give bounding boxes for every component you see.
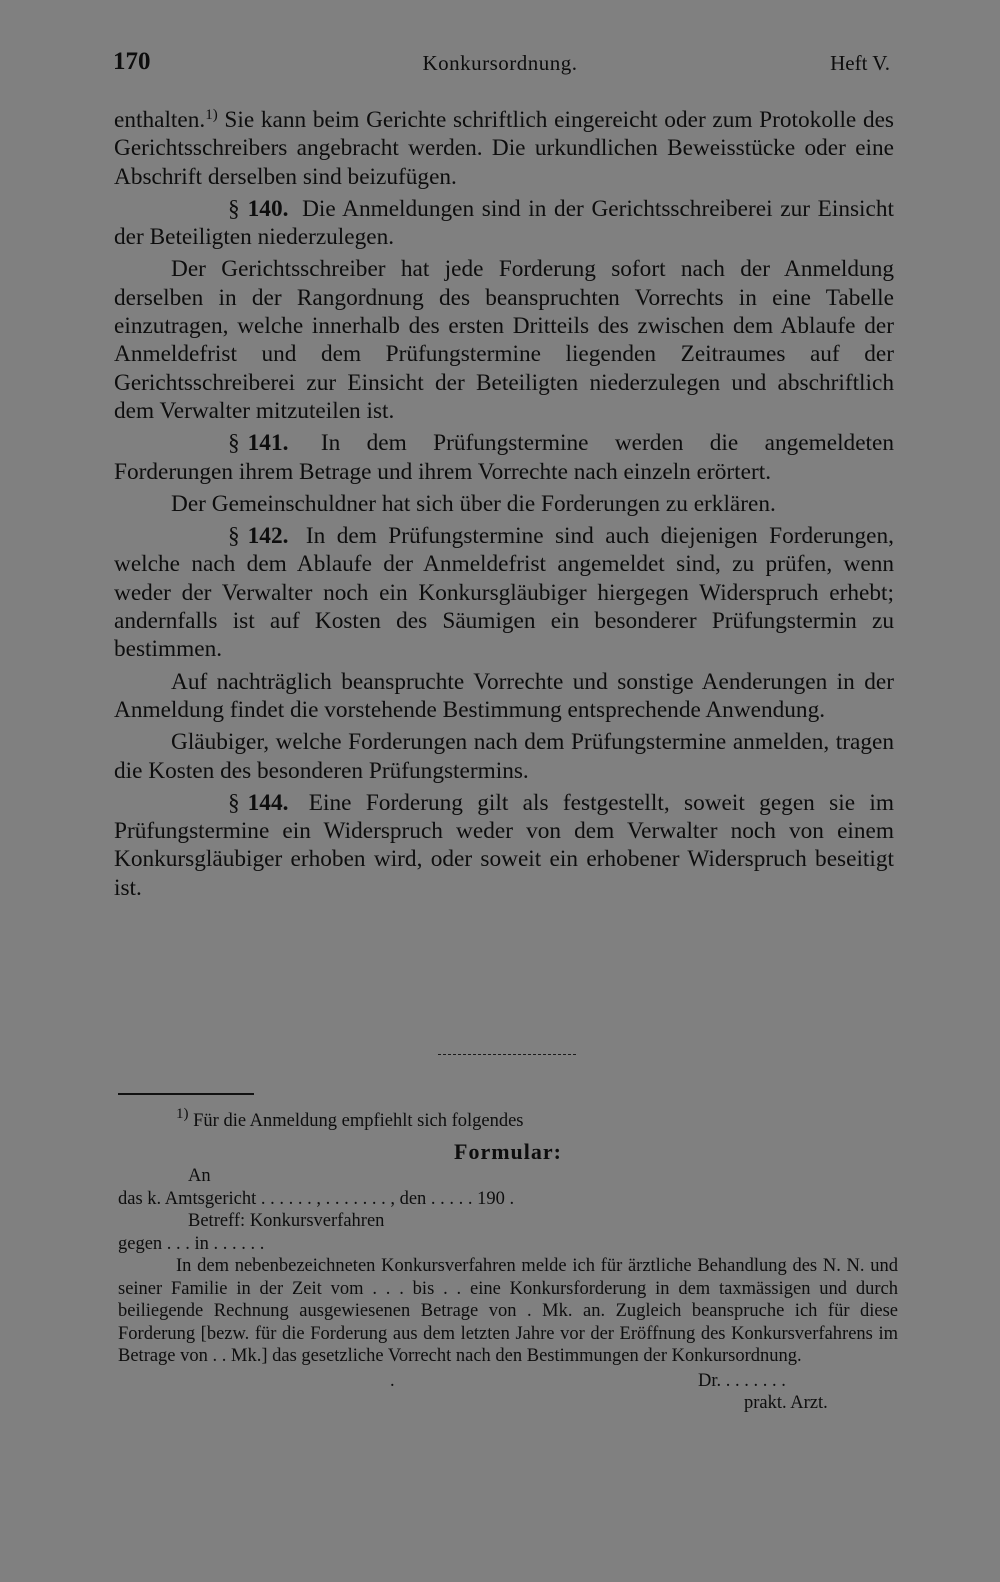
form-against-line: gegen . . . in . . . . . . (118, 1233, 265, 1254)
form-addressee-an: An (188, 1166, 211, 1186)
section-text: Eine Forderung gilt als festgestellt, soweit gegen sie im Prüfungstermine ein Widerspruch weder von dem Verwalter noch von einem Konkursgläubiger erhoben wird, oder soweit ein erhobener Widerspruch beseitigt ist. (114, 789, 894, 901)
section-142-paragraph-2: Auf nachträglich beanspruchte Vorrechte und sonstige Aenderungen in der Anmeldung findet die vorstehende Bestimmung entsprechende Anwendung. (114, 668, 894, 723)
paragraph-intro (114, 106, 894, 191)
page-number: 170 (113, 48, 151, 75)
form-court-line: das k. Amtsgericht . . . . . . , . . . . . . . , den . . . . . 190 . (118, 1188, 515, 1209)
section-144 (114, 789, 894, 902)
form-body-text: In dem nebenbezeichneten Konkursverfahren melde ich für ärztliche Behandlung des N. N. und seiner Familie in der Zeit vom . . . bis . . eine Konkursforderung in dem taxmässigen und durch beiliegende Rechnung ausgewiesenen Betrage von . Mk. an. Zugleich beanspruche ich für diese Forderung [bezw. für die Forderung aus dem letzten Jahre vor der Eröffnung des Konkursverfahrens im Betrage von . . Mk.] das gesetzliche Vorrecht nach den Bestimmungen der Konkursordnung. (118, 1256, 898, 1366)
section-text: In dem Prüfungstermine sind auch diejenigen Forderungen, welche nach dem Ablaufe der Anmeldefrist angemeldet sind, zu prüfen, wenn weder der Verwalter noch ein Konkursgläubiger hiergegen Widerspruch erhebt; andernfalls ist auf Kosten des Säumigen ein besonderer Prüfungstermin zu bestimmen. (114, 523, 894, 663)
page-header (0, 48, 1000, 84)
main-text (114, 106, 894, 906)
issue-label: Heft V. (830, 51, 890, 75)
form-subject-line: Betreff: Konkursverfahren (188, 1211, 385, 1231)
section-sign-icon: § (228, 195, 240, 222)
section-141 (114, 429, 894, 486)
footnote-lead (176, 1106, 898, 1133)
intro-rest: Sie kann beim Gerichte schriftlich eingereicht oder zum Protokolle des Gerichtsschreibers angebracht werden. Die urkundlichen Beweisstücke oder eine Abschrift derselben sind beizufügen. (114, 107, 894, 190)
running-title: Konkursordnung. (422, 51, 578, 75)
section-sign-icon: § (228, 789, 240, 816)
footnote-ref: 1) (205, 107, 218, 123)
intro-start: enthalten. (114, 107, 206, 133)
section-divider (438, 1054, 576, 1055)
section-sign-icon: § (228, 430, 240, 457)
section-number: 140. (247, 195, 289, 222)
section-142 (114, 522, 894, 663)
section-141-paragraph-2: Der Gemeinschuldner hat sich über die Forderungen zu erklären. (171, 490, 776, 517)
footnote-rule (118, 1093, 254, 1095)
section-sign-icon: § (228, 523, 240, 550)
formular-title: Formular: (454, 1138, 562, 1164)
section-140-paragraph-2: Der Gerichtsschreiber hat jede Forderung sofort nach der Anmeldung derselben in der Rangordnung des beanspruchten Vorrechts in eine Tabelle einzutragen, welche innerhalb des ersten Dritteils des zwischen dem Ablaufe der Anmeldefrist und dem Prüfungstermine liegenden Zeitraumes auf der Gerichtsschreiberei zur Einsicht der Beteiligten niederzulegen und abschriftlich dem Verwalter mitzuteilen ist. (114, 256, 894, 424)
footnote-lead-text: Für die Anmeldung empfiehlt sich folgendes (188, 1111, 524, 1131)
section-142-paragraph-3: Gläubiger, welche Forderungen nach dem Prüfungstermine anmelden, tragen die Kosten des besonderen Prüfungstermins. (114, 729, 894, 784)
section-140 (114, 195, 894, 252)
signature-dot: . (390, 1370, 395, 1391)
section-text: Die Anmeldungen sind in der Gerichtsschreiberei zur Einsicht der Beteiligten niederzulegen. (114, 195, 894, 251)
section-number: 141. (247, 430, 289, 457)
signature-block (118, 1370, 898, 1416)
footnote (118, 1106, 898, 1416)
signature-name: Dr. . . . . . . . (698, 1370, 786, 1391)
signature-title: prakt. Arzt. (744, 1392, 828, 1413)
section-number: 144. (247, 789, 289, 816)
section-text: In dem Prüfungstermine werden die angemeldeten Forderungen ihrem Betrage und ihrem Vorrechte nach einzeln erörtert. (114, 430, 895, 485)
section-number: 142. (247, 523, 289, 550)
footnote-marker: 1) (176, 1106, 189, 1122)
